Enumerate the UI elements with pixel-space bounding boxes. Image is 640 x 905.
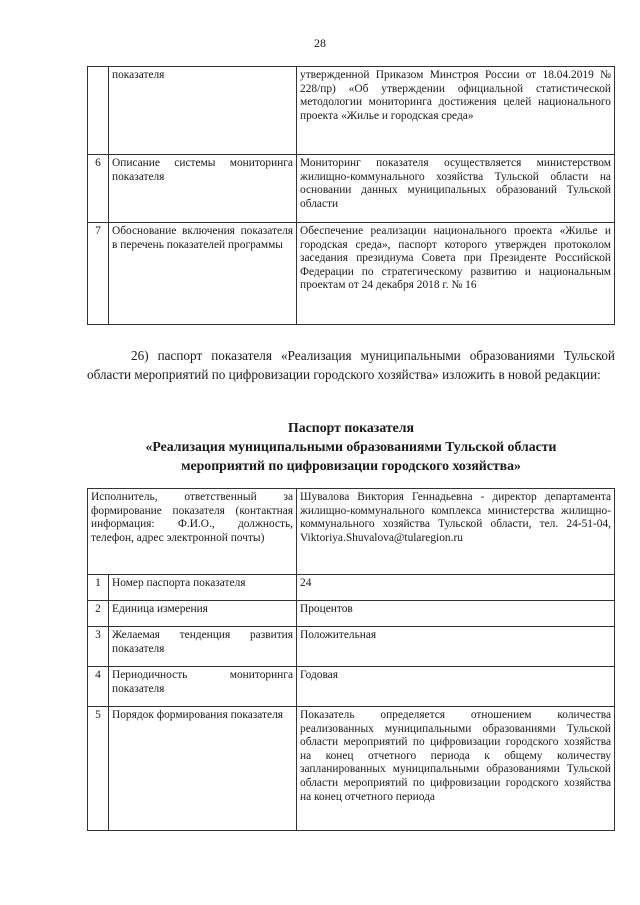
row-label: показателя	[109, 67, 297, 155]
row-value: 24	[297, 575, 615, 601]
row-label: Обоснование включения показателя в перечень показателей программы	[109, 223, 297, 325]
title-line: Паспорт показателя	[288, 420, 414, 435]
table-row	[88, 223, 615, 325]
table-row	[88, 627, 615, 667]
title-line: «Реализация муниципальными образованиями Тульской области	[145, 439, 557, 454]
row-number: 2	[88, 601, 109, 627]
row-value: Годовая	[297, 667, 615, 707]
row-number: 4	[88, 667, 109, 707]
row-value: Мониторинг показателя осуществляется министерством жилищно-коммунального хозяйства Тульской области на основании данных муниципальных образований Тульской области	[297, 155, 615, 223]
row-label: Описание системы мониторинга показателя	[109, 155, 297, 223]
row-number: 5	[88, 707, 109, 831]
row-number: 7	[88, 223, 109, 325]
row-value: Показатель определяется отношением количества реализованных муниципальными образованиями Тульской области мероприятий по цифровизации городского хозяйства на конец отчетного периода к общему количеству запланированных муниципальными образованиями Тульской области мероприятий по цифровизации городского хозяйства на конец отчетного периода	[297, 707, 615, 831]
row-value: утвержденной Приказом Минстроя России от 18.04.2019 № 228/пр) «Об утверждении официальной статистической методологии мониторинга достижения целей национального проекта «Жилье и городская среда»	[297, 67, 615, 155]
table-row	[88, 489, 615, 575]
passport-title	[87, 418, 615, 475]
row-value: Процентов	[297, 601, 615, 627]
title-line: мероприятий по цифровизации городского хозяйства»	[181, 458, 521, 473]
row-label: Исполнитель, ответственный за формирование показателя (контактная информация: Ф.И.О., должность, телефон, адрес электронной почты)	[88, 489, 297, 575]
row-number: 1	[88, 575, 109, 601]
row-label: Периодичность мониторинга показателя	[109, 667, 297, 707]
row-number: 6	[88, 155, 109, 223]
row-value: Положительная	[297, 627, 615, 667]
table-row	[88, 667, 615, 707]
row-label: Порядок формирования показателя	[109, 707, 297, 831]
row-label: Единица измерения	[109, 601, 297, 627]
table-row	[88, 575, 615, 601]
table-row	[88, 707, 615, 831]
page-number: 28	[314, 36, 326, 50]
row-label: Желаемая тенденция развития показателя	[109, 627, 297, 667]
row-number: 3	[88, 627, 109, 667]
row-label: Номер паспорта показателя	[109, 575, 297, 601]
table-row	[88, 601, 615, 627]
table-row	[88, 67, 615, 155]
indicator-table-continued	[87, 66, 615, 325]
indicator-passport-table	[87, 488, 615, 831]
amendment-paragraph: 26) паспорт показателя «Реализация муниципальными образованиями Тульской области мероприятий по цифровизации городского хозяйства» изложить в новой редакции:	[87, 348, 615, 382]
row-number	[88, 67, 109, 155]
row-value: Шувалова Виктория Геннадьевна - директор департамента жилищно-коммунального комплекса министерства жилищно-коммунального хозяйства Тульской области, тел. 24-51-04, Viktoriya.Shuvalova@tularegion.ru	[297, 489, 615, 575]
row-value: Обеспечение реализации национального проекта «Жилье и городская среда», паспорт которого утвержден протоколом заседания президиума Совета при Президенте Российской Федерации по стратегическому развитию и национальным проектам от 24 декабря 2018 г. № 16	[297, 223, 615, 325]
table-row	[88, 155, 615, 223]
